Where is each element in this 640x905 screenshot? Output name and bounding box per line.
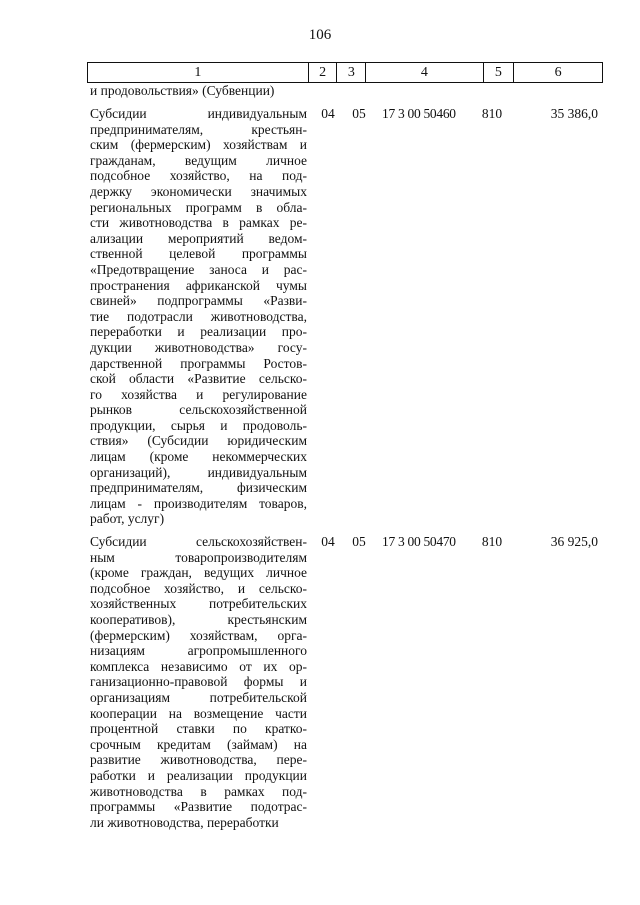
- description-line: подсобное хозяйство, на под-: [90, 168, 307, 184]
- description-line: дарственной программы Ростов-: [90, 355, 307, 371]
- row-expense-type: 810: [481, 106, 503, 121]
- row-expense-type: 810: [481, 534, 503, 549]
- description-line: ализации мероприятий ведом-: [90, 230, 307, 246]
- description-line: кооперативов), крестьянским: [90, 611, 307, 627]
- description-line: процентной ставки по кратко-: [90, 721, 307, 737]
- description-line: кооперации на возмещение части: [90, 705, 307, 721]
- header-col-3: 3: [337, 63, 366, 83]
- row-subsection: 05: [352, 534, 366, 549]
- row-description: [90, 106, 307, 527]
- header-col-2: 2: [308, 63, 337, 83]
- description-line: животноводства в рамках под-: [90, 783, 307, 799]
- description-line: Субсидии сельскохозяйствен-: [90, 534, 307, 549]
- description-line: (фермерским) хозяйствам, орга-: [90, 627, 307, 643]
- description-line: лицам (кроме некоммерческих: [90, 449, 307, 465]
- description-line: ли животноводства, переработки: [90, 814, 279, 830]
- description-line: «Предотвращение заноса и рас-: [90, 261, 307, 277]
- description-line: ствия» (Субсидии юридическим: [90, 433, 307, 449]
- row-amount: 35 386,0: [550, 106, 598, 121]
- description-line: срочным кредитам (займам) на: [90, 736, 307, 752]
- description-line: организациям потребительской: [90, 689, 307, 705]
- description-line: ным товаропроизводителям: [90, 549, 307, 565]
- description-line: го хозяйства и регулирование: [90, 386, 307, 402]
- description-line: пространения африканской чумы: [90, 277, 307, 293]
- row-section: 04: [321, 106, 335, 121]
- description-line: предпринимателям, крестьян-: [90, 121, 307, 137]
- description-line: свиней» подпрограммы «Разви-: [90, 293, 307, 309]
- description-line: (кроме граждан, ведущих личное: [90, 565, 307, 581]
- continued-description: и продовольствия» (Субвенции): [90, 83, 275, 98]
- header-col-4: 4: [366, 63, 483, 83]
- header-col-6: 6: [514, 63, 603, 83]
- description-line: переработки и реализации про-: [90, 324, 307, 340]
- description-line: ской области «Развитие сельско-: [90, 371, 307, 387]
- description-line: рынков сельскохозяйственной: [90, 402, 307, 418]
- description-line: дукции животноводства» госу-: [90, 339, 307, 355]
- description-line: развитие животноводства, пере-: [90, 752, 307, 768]
- description-line: продукции, сырья и продоволь-: [90, 417, 307, 433]
- description-line: тие подотрасли животноводства,: [90, 308, 307, 324]
- row-target-code: 17 3 00 50460: [382, 106, 456, 121]
- row-subsection: 05: [352, 106, 366, 121]
- description-line: работ, услуг): [90, 511, 165, 527]
- row-description: [90, 534, 307, 830]
- description-line: низациям агропромышленного: [90, 643, 307, 659]
- description-line: сти животноводства в рамках ре-: [90, 215, 307, 231]
- description-line: ским (фермерским) хозяйствам и: [90, 137, 307, 153]
- description-line: Субсидии индивидуальным: [90, 106, 307, 121]
- row-amount: 36 925,0: [550, 534, 598, 549]
- description-line: комплекса независимо от их ор-: [90, 658, 307, 674]
- description-line: региональных программ в обла-: [90, 199, 307, 215]
- header-col-1: 1: [88, 63, 309, 83]
- description-line: организаций), индивидуальным: [90, 464, 307, 480]
- description-line: программы «Развитие подотрас-: [90, 799, 307, 815]
- row-target-code: 17 3 00 50470: [382, 534, 456, 549]
- description-line: подсобное хозяйство, и сельско-: [90, 580, 307, 596]
- header-col-5: 5: [483, 63, 514, 83]
- description-line: лицам - производителям товаров,: [90, 495, 307, 511]
- page-number: 106: [308, 27, 332, 43]
- row-section: 04: [321, 534, 335, 549]
- table-header: [87, 62, 603, 83]
- description-line: работки и реализации продукции: [90, 767, 307, 783]
- description-line: гражданам, ведущим личное: [90, 152, 307, 168]
- description-line: ганизационно-правовой формы и: [90, 674, 307, 690]
- description-line: предпринимателям, физическим: [90, 480, 307, 496]
- description-line: держку экономически значимых: [90, 183, 307, 199]
- description-line: хозяйственных потребительских: [90, 596, 307, 612]
- description-line: ственной целевой программы: [90, 246, 307, 262]
